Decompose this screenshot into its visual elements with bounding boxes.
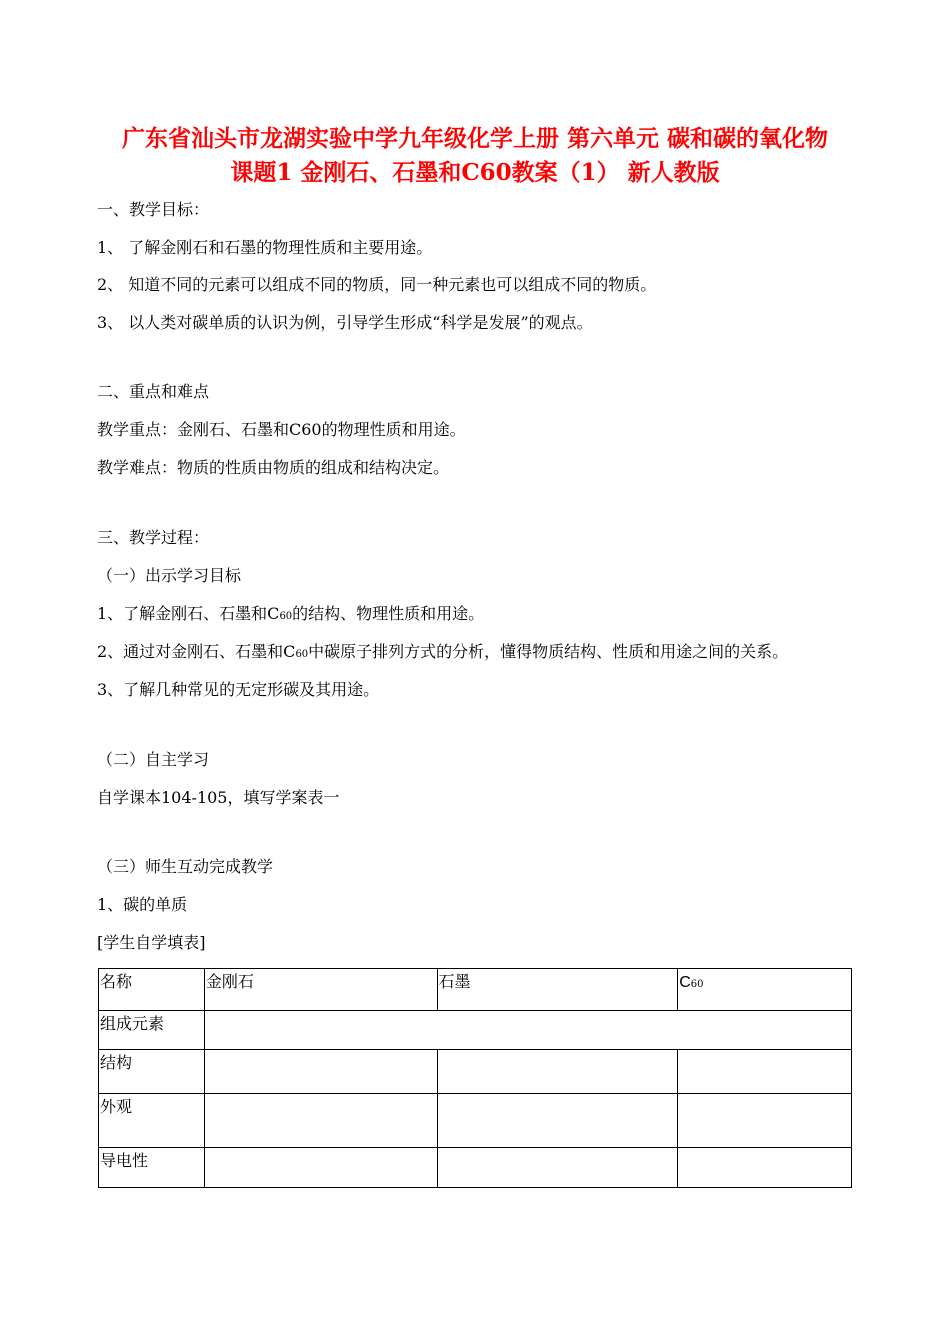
carbon-allotropes-table bbox=[98, 968, 852, 1188]
table-caption: [学生自学填表] bbox=[97, 933, 206, 952]
step1-item-3: 3、了解几种常见的无定形碳及其用途。 bbox=[97, 680, 380, 699]
goal-2: 2、 知道不同的元素可以组成不同的物质，同一种元素也可以组成不同的物质。 bbox=[97, 275, 657, 294]
table-row bbox=[99, 1050, 852, 1094]
row-label-structure: 结构 bbox=[99, 1050, 205, 1094]
step1-item-2-text: 2、通过对金刚石、石墨和C bbox=[97, 642, 296, 661]
key-point: 教学重点：金刚石、石墨和C60的物理性质和用途。 bbox=[97, 420, 466, 439]
row-label-conductivity: 导电性 bbox=[99, 1148, 205, 1188]
header-graphite-cell: 石墨 bbox=[437, 969, 678, 1011]
document-title-line-1: 广东省汕头市龙湖实验中学九年级化学上册 第六单元 碳和碳的氧化物 bbox=[121, 125, 828, 152]
composition-fill-cell[interactable] bbox=[204, 1011, 851, 1050]
step3-heading: （三）师生互动完成教学 bbox=[97, 857, 274, 876]
step2-text: 自学课本104-105，填写学案表一 bbox=[97, 788, 340, 807]
conductivity-c60-cell[interactable] bbox=[678, 1148, 852, 1188]
table-row bbox=[99, 1094, 852, 1148]
c60-subscript: 60 bbox=[295, 649, 309, 660]
table-header-row bbox=[99, 969, 852, 1011]
goals-heading: 一、教学目标： bbox=[97, 200, 210, 219]
appearance-graphite-cell[interactable] bbox=[437, 1094, 678, 1148]
header-name-cell: 名称 bbox=[99, 969, 205, 1011]
step1-item-2-text-end: 中碳原子排列方式的分析，懂得物质结构、性质和用途之间的关系。 bbox=[308, 642, 789, 661]
step2-heading: （二）自主学习 bbox=[97, 750, 210, 769]
step1-item-1-text-end: 的结构、物理性质和用途。 bbox=[292, 604, 485, 623]
key-heading: 二、重点和难点 bbox=[97, 382, 210, 401]
structure-graphite-cell[interactable] bbox=[437, 1050, 678, 1094]
c60-subscript: 60 bbox=[690, 979, 704, 990]
row-label-composition: 组成元素 bbox=[99, 1011, 205, 1050]
conductivity-diamond-cell[interactable] bbox=[204, 1148, 437, 1188]
c60-subscript: 60 bbox=[279, 611, 293, 622]
difficult-point: 教学难点：物质的性质由物质的组成和结构决定。 bbox=[97, 458, 450, 477]
table-row bbox=[99, 1011, 852, 1050]
structure-diamond-cell[interactable] bbox=[204, 1050, 437, 1094]
structure-c60-cell[interactable] bbox=[678, 1050, 852, 1094]
document-title-line-2: 课题1 金刚石、石墨和C60教案（1） 新人教版 bbox=[230, 159, 720, 186]
goal-3: 3、 以人类对碳单质的认识为例，引导学生形成“科学是发展”的观点。 bbox=[97, 313, 593, 332]
goal-1: 1、 了解金刚石和石墨的物理性质和主要用途。 bbox=[97, 238, 433, 257]
appearance-diamond-cell[interactable] bbox=[204, 1094, 437, 1148]
table-row bbox=[99, 1148, 852, 1188]
conductivity-graphite-cell[interactable] bbox=[437, 1148, 678, 1188]
header-diamond-cell: 金刚石 bbox=[204, 969, 437, 1011]
step1-item-1 bbox=[97, 603, 484, 628]
step1-item-1-text: 1、了解金刚石、石墨和C bbox=[97, 604, 280, 623]
step1-item-2 bbox=[97, 641, 788, 666]
step3-item-1: 1、碳的单质 bbox=[97, 895, 188, 914]
c60-label: C bbox=[679, 974, 691, 991]
row-label-appearance: 外观 bbox=[99, 1094, 205, 1148]
process-heading: 三、教学过程： bbox=[97, 528, 210, 547]
header-c60-cell bbox=[678, 969, 852, 1011]
step1-heading: （一）出示学习目标 bbox=[97, 566, 242, 585]
appearance-c60-cell[interactable] bbox=[678, 1094, 852, 1148]
